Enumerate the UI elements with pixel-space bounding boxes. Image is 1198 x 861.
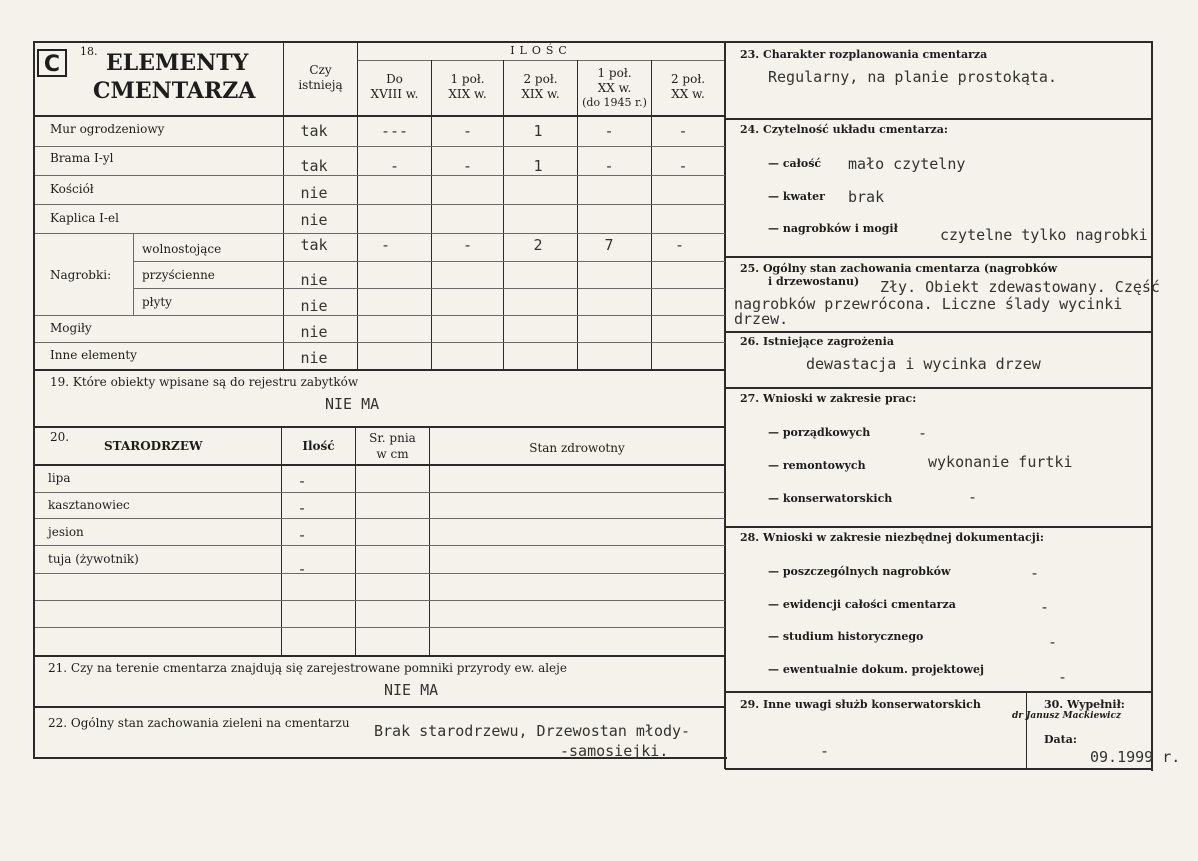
field-22-label: 22. Ogólny stan zachowania zieleni na cmentarzu [48, 716, 350, 730]
element-exists: nie [300, 297, 328, 315]
field-22-value-line1: Brak starodrzewu, Drzewostan młody- [374, 722, 691, 740]
field-29-label: 29. Inne uwagi służb konserwatorskich [740, 698, 981, 711]
element-exists: tak [300, 157, 328, 175]
element-exists: tak [300, 122, 328, 140]
exists-header-line1: Czy [309, 63, 332, 77]
signer-stamp: dr Janusz Mackiewicz [1012, 711, 1122, 721]
field-28-label: 28. Wnioski w zakresie niezbędnej dokumentacji: [740, 531, 1044, 544]
docs-graves: - [1030, 564, 1040, 582]
date-label: Data: [1044, 733, 1077, 746]
section-number: 18. [80, 45, 98, 58]
docs-project: - [1058, 668, 1068, 686]
works-repair: wykonanie furtki [928, 453, 1073, 471]
exists-header-line2: istnieją [298, 78, 343, 92]
field-25-label-line1: 25. Ogólny stan zachowania cmentarza (nagrobków [740, 262, 1058, 275]
section-title-line2: CMENTARZA [93, 78, 256, 104]
field-26-value: dewastacja i wycinka drzew [806, 355, 1041, 373]
field-25-value-line3: drzew. [734, 310, 789, 328]
tree-name: kasztanowiec [48, 498, 130, 512]
section-title-line1: ELEMENTY [106, 50, 249, 76]
trees-col-trunk-line1: Sr. pnia [369, 431, 416, 445]
element-label: Kościół [50, 182, 94, 196]
column-divider [724, 41, 726, 769]
trees-col-qty: Ilość [302, 439, 335, 453]
field-20-number: 20. [50, 430, 70, 444]
field-19-label: 19. Które obiekty wpisane są do rejestru zabytków [50, 375, 359, 389]
field-22-value-line2: -samosiejki. [560, 742, 669, 760]
frame-bottom-right [725, 768, 1153, 770]
field-19-value: NIE MA [325, 395, 380, 413]
date-value: 09.1999 r. [1090, 748, 1181, 766]
works-conservation: - [968, 488, 978, 506]
field-29-value: - [820, 742, 830, 760]
trees-col-health: Stan zdrowotny [529, 441, 625, 455]
legibility-whole: mało czytelny [848, 155, 966, 173]
section-tag: C [37, 49, 67, 77]
element-exists: nie [300, 271, 328, 289]
element-exists: nie [300, 323, 328, 341]
tree-name: lipa [48, 471, 71, 485]
legibility-graves: czytelne tylko nagrobki [940, 226, 1148, 244]
field-21-label: 21. Czy na terenie cmentarza znajdują się zarejestrowane pomniki przyrody ew. aleje [48, 661, 567, 675]
field-27-label: 27. Wnioski w zakresie prac: [740, 392, 917, 405]
element-label: Mogiły [50, 321, 92, 335]
tree-name: jesion [48, 525, 84, 539]
trees-col-trunk-line2: w cm [376, 447, 409, 461]
frame-left [33, 41, 35, 759]
frame-right [1151, 41, 1153, 771]
element-exists: nie [300, 349, 328, 367]
element-label: płyty [142, 295, 172, 309]
tree-qty: - [297, 560, 307, 578]
field-23-label: 23. Charakter rozplanowania cmentarza [740, 48, 988, 61]
nagrobki-label: Nagrobki: [50, 268, 112, 282]
field-23-value: Regularny, na planie prostokąta. [768, 68, 1057, 86]
quantity-header: ILOŚC [510, 44, 572, 57]
field-24-label: 24. Czytelność układu cmentarza: [740, 123, 948, 136]
field-21-value: NIE MA [384, 681, 439, 699]
field-26-label: 26. Istniejące zagrożenia [740, 335, 894, 348]
docs-history: - [1048, 633, 1058, 651]
element-label: Inne elementy [50, 348, 137, 362]
field-25-value-line1: Zły. Obiekt zdewastowany. Część [880, 278, 1160, 296]
element-label: wolnostojące [142, 242, 222, 256]
legibility-quarters: brak [848, 188, 885, 206]
element-exists: nie [300, 184, 328, 202]
element-label: Mur ogrodzeniowy [50, 122, 165, 136]
element-exists: nie [300, 211, 328, 229]
frame-top [33, 41, 1153, 43]
tree-name: tuja (żywotnik) [48, 552, 139, 566]
tree-qty: - [297, 499, 307, 517]
trees-title: STARODRZEW [104, 439, 203, 453]
field-25-value-line2: nagrobków przewrócona. Liczne ślady wycinki [734, 295, 1123, 313]
inventory-card: C 18. ELEMENTY CMENTARZA Czy istnieją ILOŚC Do XVIII w. 1 poł. XIX w. 2 poł. XIX w. 1 poł. XX w. (do 1945 r.) 2 poł. XX w. Mur ogrodzeniowy tak --- - 1 - - Brama I-yl tak - - 1 - - Kościół nie Kaplica I-el nie Nagrobki: wolnostojące tak - - 2 7 - przyścienne nie płyty nie Mogiły nie Inne elementy nie 19. Które obiekty wpisane są do rejestru zabytków NIE MA 20. STARODRZEW Ilość Sr. pnia w cm Stan zdrowotny lipa - kasztanowiec - jesion - tuja (żywotnik) - 21. Czy na terenie cmentarza znajdują się zarejestrowane pomniki przyrody ew. aleje NIE MA 22. Ogólny stan zachowania zieleni na cmentarzu Brak starodrzewu, Drzewostan młody- -samosiejki. 23. Charakter rozplanowania cmentarza Regularny, na planie prostokąta. 24. Czytelność układu cmentarza: — całość mało czytelny — kwater brak — nagrobków i mogił czytelne tylko nagrobki 25. Ogólny stan zachowania cmentarza (nagrobków i drzewostanu) Zły. Obiekt zdewastowany. Część nagrobków przewrócona. Liczne ślady wycinki drzew. 26. Istniejące zagrożenia dewastacja i wycinka drzew 27. Wnioski w zakresie prac: — porządkowych - — remontowych wykonanie furtki — konserwatorskich - 28. Wnioski w zakresie niezbędnej dokumentacji: — poszczególnych nagrobków - — ewidencji całości cmentarza - — studium historycznego - — ewentualnie dokum. projektowej - 29. Inne uwagi służb konserwatorskich - 30. Wypełnił: dr Janusz Mackiewicz Data: 09.1999 r. [0, 0, 1198, 861]
element-exists: tak [300, 236, 328, 254]
tree-qty: - [297, 472, 307, 490]
element-label: Brama I-yl [50, 151, 114, 165]
element-label: Kaplica I-el [50, 211, 119, 225]
tree-qty: - [297, 526, 307, 544]
field-25-label-line2: i drzewostanu) [768, 275, 860, 288]
docs-records: - [1040, 598, 1050, 616]
field-30-label: 30. Wypełnił: [1044, 698, 1125, 711]
element-label: przyścienne [142, 268, 215, 282]
works-cleanup: - [918, 424, 928, 442]
